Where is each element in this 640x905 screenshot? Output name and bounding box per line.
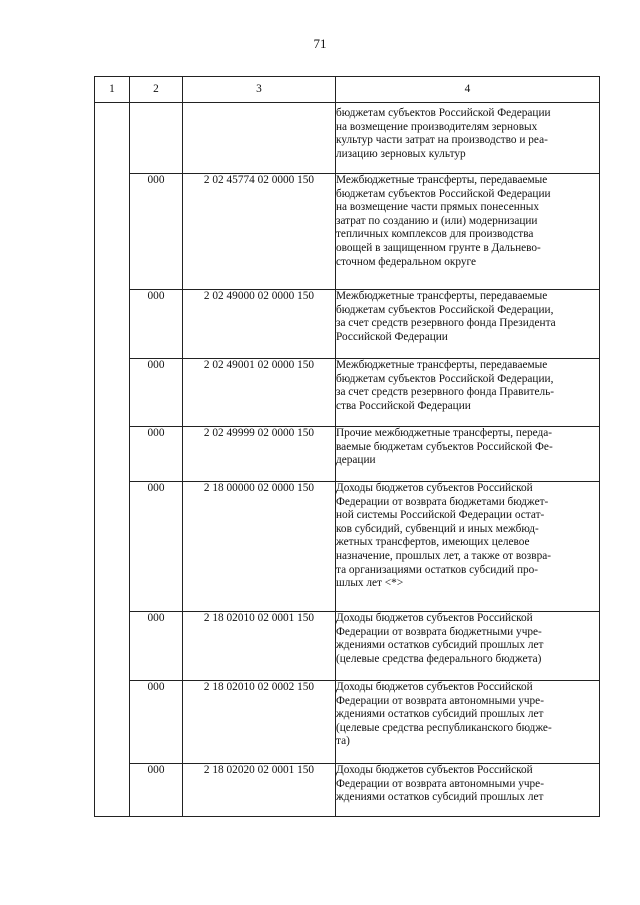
budget-code-cell: 2 02 49999 02 0000 150: [183, 427, 336, 482]
table-row: [95, 612, 600, 681]
table-header-row: [95, 77, 600, 103]
budget-code-cell: 2 02 45774 02 0000 150: [183, 174, 336, 290]
admin-code-cell: 000: [130, 174, 183, 290]
description-cell: Межбюджетные трансферты, передаваемые бюджетам субъектов Российской Федерации, за счет средств резервного фонда Правитель- ства Российской Федерации: [336, 359, 600, 427]
admin-code-cell: 000: [130, 359, 183, 427]
table-row: [95, 103, 600, 174]
budget-code-cell: 2 02 49000 02 0000 150: [183, 290, 336, 359]
admin-code-cell: 000: [130, 482, 183, 612]
page-number: 71: [313, 36, 327, 51]
description-cell: бюджетам субъектов Российской Федерации на возмещение производителям зерновых культур части затрат на производство и реа- лизацию зерновых культур: [336, 103, 600, 174]
table-row: [95, 427, 600, 482]
description-cell: Доходы бюджетов субъектов Российской Федерации от возврата автономными учре- ждениями остатков субсидий прошлых лет (целевые средства республиканского бюдже- та): [336, 681, 600, 764]
admin-code-cell: 000: [130, 681, 183, 764]
table-row: [95, 174, 600, 290]
description-cell: Прочие межбюджетные трансферты, переда- ваемые бюджетам субъектов Российской Фе- дерации: [336, 427, 600, 482]
header-col-1: 1: [95, 77, 130, 103]
description-cell: Доходы бюджетов субъектов Российской Федерации от возврата автономными учре- ждениями остатков субсидий прошлых лет: [336, 764, 600, 817]
table-row: [95, 290, 600, 359]
header-col-4: 4: [336, 77, 600, 103]
admin-code-cell: 000: [130, 290, 183, 359]
budget-code-cell: 2 18 02010 02 0001 150: [183, 612, 336, 681]
header-col-3: 3: [183, 77, 336, 103]
budget-code-cell: 2 18 02010 02 0002 150: [183, 681, 336, 764]
admin-code-cell: [130, 103, 183, 174]
description-cell: Доходы бюджетов субъектов Российской Федерации от возврата бюджетами бюджет- ной системы Российской Федерации остат- ков субсидий, субвенций и иных межбюд- жетных трансфертов, имеющих целевое назначение, прошлых лет, а также от возвра- та организациями остатков субсидий про- шлых лет <*>: [336, 482, 600, 612]
table-row: [95, 764, 600, 817]
budget-code-cell: 2 02 49001 02 0000 150: [183, 359, 336, 427]
admin-code-cell: 000: [130, 612, 183, 681]
table-row: [95, 681, 600, 764]
budget-code-cell: 2 18 02020 02 0001 150: [183, 764, 336, 817]
budget-code-cell: [183, 103, 336, 174]
admin-code-cell: 000: [130, 764, 183, 817]
col-1-merged-cell: [95, 103, 130, 817]
table-row: [95, 359, 600, 427]
admin-code-cell: 000: [130, 427, 183, 482]
description-cell: Доходы бюджетов субъектов Российской Федерации от возврата бюджетными учре- ждениями остатков субсидий прошлых лет (целевые средства федерального бюджета): [336, 612, 600, 681]
table-row: [95, 482, 600, 612]
description-cell: Межбюджетные трансферты, передаваемые бюджетам субъектов Российской Федерации, за счет средств резервного фонда Президента Российской Федерации: [336, 290, 600, 359]
budget-classification-table: [94, 76, 600, 817]
header-col-2: 2: [130, 77, 183, 103]
description-cell: Межбюджетные трансферты, передаваемые бюджетам субъектов Российской Федерации на возмещение части прямых понесенных затрат по созданию и (или) модернизации тепличных комплексов для производства овощей в защищенном грунте в Дальнево- сточном федеральном округе: [336, 174, 600, 290]
budget-code-cell: 2 18 00000 02 0000 150: [183, 482, 336, 612]
